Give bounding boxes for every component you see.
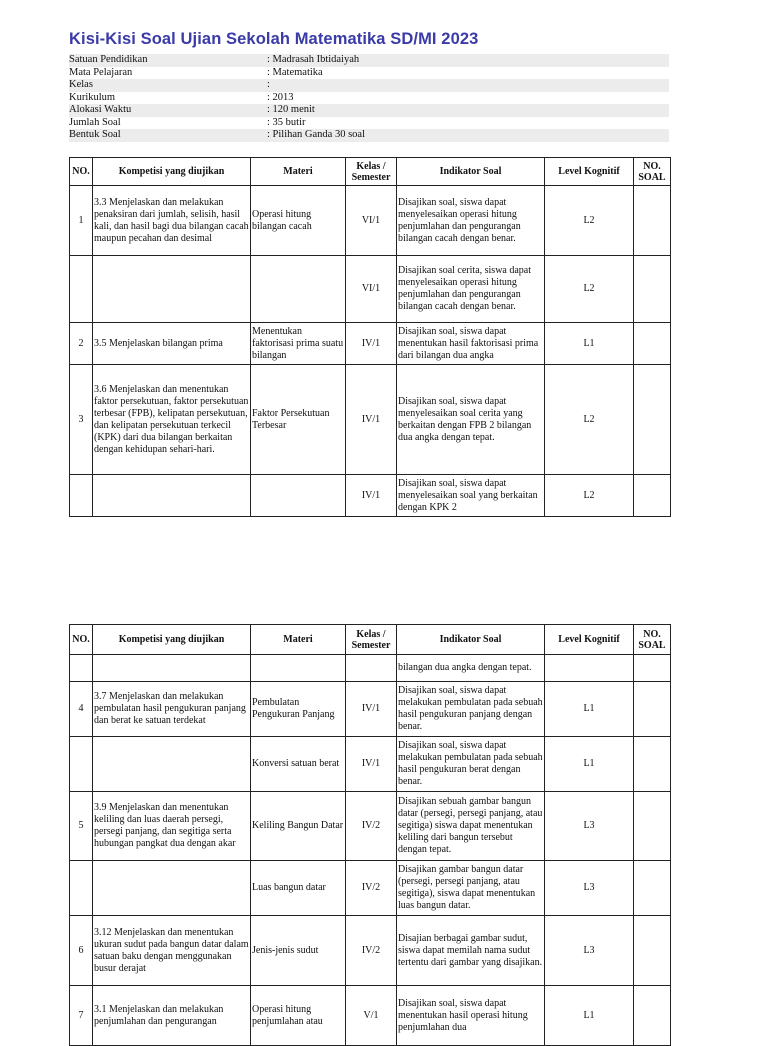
info-label: Bentuk Soal [69,129,121,140]
cell-kelas: IV/1 [346,323,397,365]
cell-no [70,861,93,916]
table-row [70,655,671,682]
table-header-row [70,158,671,186]
header-kelas: Kelas / Semester [346,158,397,186]
cell-materi: Konversi satuan berat [251,737,346,792]
cell-indikator: Disajikan soal, siswa dapat menyelesaikan operasi hitung penjumlahan dan pengurangan bilangan cacah dengan benar. [397,186,545,256]
cell-no: 2 [70,323,93,365]
info-row-satuan-pendidikan [69,54,669,67]
cell-kelas: IV/1 [346,682,397,737]
cell-kompetensi: 3.6 Menjelaskan dan menentukan faktor persekutuan, faktor persekutuan terbesar (FPB), kelipatan persekutuan, dan kelipatan persekutuan terkecil (KPK) dari dua bilangan berkaitan dengan kehidupan sehari-hari. [93,365,251,475]
info-label: Kurikulum [69,91,116,103]
cell-kompetensi [93,737,251,792]
header-indikator: Indikator Soal [397,158,545,186]
info-row-bentuk-soal [69,129,669,142]
cell-no: 3 [70,365,93,475]
cell-level: L2 [545,365,634,475]
cell-no-soal [634,916,671,986]
info-value: : Pilihan Ganda 30 soal [267,129,365,140]
cell-level: L1 [545,737,634,792]
header-kelas: Kelas / Semester [346,625,397,655]
cell-level [545,655,634,682]
info-label: Satuan Pendidikan [69,54,148,65]
header-materi: Materi [251,158,346,186]
cell-no-soal [634,256,671,323]
cell-indikator: Disajikan soal, siswa dapat menyelesaikan soal yang berkaitan dengan KPK 2 [397,475,545,517]
cell-indikator: Disajian berbagai gambar sudut, siswa dapat memilah nama sudut tertentu dari gambar yang disajikan. [397,916,545,986]
cell-materi: Operasi hitung bilangan cacah [251,186,346,256]
info-value: : [267,79,270,90]
cell-kompetensi [93,475,251,517]
cell-no-soal [634,986,671,1046]
cell-indikator: Disajikan soal, siswa dapat melakukan pembulatan pada sebuah hasil pengukuran berat dengan benar. [397,737,545,792]
cell-no: 4 [70,682,93,737]
header-materi: Materi [251,625,346,655]
info-row-mata-pelajaran [69,67,669,80]
cell-level: L2 [545,186,634,256]
cell-indikator: bilangan dua angka dengan tepat. [397,655,545,682]
cell-no [70,475,93,517]
table-row [70,916,671,986]
info-value: : Madrasah Ibtidaiyah [267,54,360,65]
cell-no-soal [634,365,671,475]
info-label: Jumlah Soal [69,116,121,128]
info-row-kurikulum [69,92,669,105]
cell-no-soal [634,737,671,792]
cell-no-soal [634,475,671,517]
cell-kompetensi: 3.3 Menjelaskan dan melakukan penaksiran dari jumlah, selisih, hasil kali, dan hasil bagi dua bilangan cacah maupun pecahan dan desimal [93,186,251,256]
table-row [70,256,671,323]
cell-materi [251,256,346,323]
cell-level: L1 [545,682,634,737]
cell-materi [251,475,346,517]
kisi-kisi-table-1 [69,157,671,517]
cell-no: 7 [70,986,93,1046]
cell-kelas: IV/2 [346,861,397,916]
header-no-soal: NO. SOAL [634,158,671,186]
header-no-soal: NO. SOAL [634,625,671,655]
header-indikator: Indikator Soal [397,625,545,655]
cell-kelas: VI/1 [346,186,397,256]
cell-indikator: Disajikan soal, siswa dapat menyelesaikan soal cerita yang berkaitan dengan FPB 2 bilangan dua angka dengan tepat. [397,365,545,475]
cell-kompetensi: 3.5 Menjelaskan bilangan prima [93,323,251,365]
kisi-kisi-table-2 [69,624,671,1046]
cell-level: L2 [545,475,634,517]
cell-no: 5 [70,792,93,861]
cell-kelas: VI/1 [346,256,397,323]
header-level: Level Kognitif [545,158,634,186]
cell-materi: Pembulatan Pengukuran Panjang [251,682,346,737]
header-level: Level Kognitif [545,625,634,655]
table-row [70,792,671,861]
cell-indikator: Disajikan gambar bangun datar (persegi, persegi panjang, atau segitiga), siswa dapat menentukan luas bangun datar. [397,861,545,916]
cell-no-soal [634,682,671,737]
header-no: NO. [70,625,93,655]
cell-kelas: IV/1 [346,737,397,792]
cell-no [70,655,93,682]
table-header-row [70,625,671,655]
cell-kelas [346,655,397,682]
header-kompetensi: Kompetisi yang diujikan [93,625,251,655]
info-value: : 2013 [267,91,294,103]
info-label: Kelas [69,79,93,90]
cell-no [70,737,93,792]
cell-materi [251,655,346,682]
cell-kelas: IV/2 [346,916,397,986]
table-row [70,365,671,475]
cell-level: L3 [545,861,634,916]
cell-no-soal [634,323,671,365]
cell-no: 6 [70,916,93,986]
cell-level: L2 [545,256,634,323]
info-row-jumlah-soal [69,117,669,130]
cell-level: L3 [545,792,634,861]
cell-kompetensi: 3.7 Menjelaskan dan melakukan pembulatan hasil pengukuran panjang dan berat ke satuan terdekat [93,682,251,737]
info-value: : Matematika [267,66,323,78]
cell-indikator: Disajikan soal, siswa dapat melakukan pembulatan pada sebuah hasil pengukuran panjang dengan benar. [397,682,545,737]
info-label: Mata Pelajaran [69,66,133,78]
cell-no: 1 [70,186,93,256]
table-row [70,861,671,916]
cell-no-soal [634,655,671,682]
cell-no-soal [634,186,671,256]
document-info [69,54,669,142]
cell-kompetensi [93,655,251,682]
cell-materi: Menentukan faktorisasi prima suatu bilangan [251,323,346,365]
cell-kompetensi [93,861,251,916]
cell-kelas: IV/2 [346,792,397,861]
cell-no [70,256,93,323]
cell-indikator: Disajikan soal cerita, siswa dapat menyelesaikan operasi hitung penjumlahan dan pengurangan bilangan cacah dengan benar. [397,256,545,323]
info-row-kelas [69,79,669,92]
cell-materi: Keliling Bangun Datar [251,792,346,861]
table-row [70,475,671,517]
info-value: : 35 butir [267,116,306,128]
cell-kompetensi: 3.1 Menjelaskan dan melakukan penjumlahan dan pengurangan [93,986,251,1046]
cell-kelas: IV/1 [346,475,397,517]
cell-level: L3 [545,916,634,986]
cell-materi: Operasi hitung penjumlahan atau [251,986,346,1046]
cell-materi: Luas bangun datar [251,861,346,916]
cell-level: L1 [545,986,634,1046]
table-row [70,737,671,792]
table-row [70,986,671,1046]
cell-indikator: Disajikan soal, siswa dapat menentukan hasil faktorisasi prima dari bilangan dua angka [397,323,545,365]
page-title: Kisi-Kisi Soal Ujian Sekolah Matematika SD/MI 2023 [69,30,479,48]
table-row [70,186,671,256]
cell-kelas: IV/1 [346,365,397,475]
cell-materi: Faktor Persekutuan Terbesar [251,365,346,475]
table-row [70,682,671,737]
cell-indikator: Disajikan sebuah gambar bangun datar (persegi, persegi panjang, atau segitiga) siswa dapat menentukan keliling dari bangun tersebut dengan tepat. [397,792,545,861]
cell-kompetensi: 3.12 Menjelaskan dan menentukan ukuran sudut pada bangun datar dalam satuan baku dengan menggunakan busur derajat [93,916,251,986]
cell-materi: Jenis-jenis sudut [251,916,346,986]
info-label: Alokasi Waktu [69,104,132,115]
cell-indikator: Disajikan soal, siswa dapat menentukan hasil operasi hitung penjumlahan dua [397,986,545,1046]
cell-no-soal [634,861,671,916]
cell-kompetensi: 3.9 Menjelaskan dan menentukan keliling dan luas daerah persegi, persegi panjang, dan segitiga serta hubungan pangkat dua dengan akar [93,792,251,861]
info-value: : 120 menit [267,104,315,115]
info-row-alokasi-waktu [69,104,669,117]
table-row [70,323,671,365]
cell-no-soal [634,792,671,861]
cell-level: L1 [545,323,634,365]
cell-kompetensi [93,256,251,323]
header-no: NO. [70,158,93,186]
cell-kelas: V/1 [346,986,397,1046]
header-kompetensi: Kompetisi yang diujikan [93,158,251,186]
